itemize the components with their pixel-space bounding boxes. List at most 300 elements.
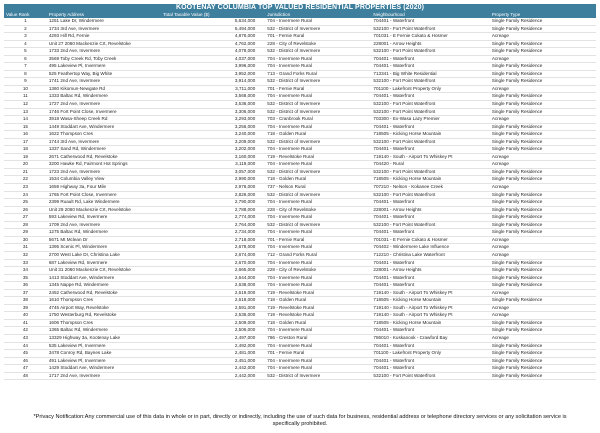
cell-rank: 16 [4,131,47,139]
cell-neighbourhood: 228001 - Arrow Heights [371,40,489,48]
cell-rank: 25 [4,199,47,207]
column-header-address: Property Address [47,12,161,18]
cell-value: 3,240,000 [161,131,265,139]
cell-rank: 11 [4,93,47,101]
cell-rank: 12 [4,101,47,109]
table-row [4,85,596,93]
cell-jurisdiction: 703 - Cranbrook Rural [265,116,371,124]
cell-rank: 39 [4,304,47,312]
table-row [4,146,596,154]
cell-property-type: Acreage [490,236,596,244]
cell-property-type: Single Family Residence [490,350,596,358]
property-report [4,4,596,380]
cell-value: 5,634,000 [161,18,265,25]
cell-neighbourhood: 704401 - Waterfront [371,342,489,350]
table-row [4,40,596,48]
table-row [4,108,596,116]
cell-value: 2,774,000 [161,214,265,222]
cell-neighbourhood: 228001 - Arrow Heights [371,206,489,214]
table-row [4,251,596,259]
table-row [4,221,596,229]
cell-address: 495 Lakeview Pl, Invermere [47,63,161,71]
cell-value: 3,256,000 [161,123,265,131]
cell-rank: 29 [4,229,47,237]
cell-property-type: Acreage [490,33,596,41]
cell-jurisdiction: 719 - Revelstoke Rural [265,289,371,297]
cell-value: 2,497,000 [161,334,265,342]
table-row [4,297,596,305]
cell-rank: 28 [4,221,47,229]
cell-address: 1275 Baltac Rd, Windermere [47,229,161,237]
cell-jurisdiction: 704 - Invermere Rural [265,342,371,350]
cell-neighbourhood: 704401 - Waterfront [371,18,489,25]
cell-neighbourhood: 701031 - E Fernie Cokato & Hosmer [371,33,489,41]
cell-jurisdiction: 719 - Revelstoke Rural [265,312,371,320]
table-row [4,334,596,342]
cell-rank: 31 [4,244,47,252]
cell-address: 1606 Thompson Cres [47,319,161,327]
cell-rank: 23 [4,184,47,192]
cell-property-type: Single Family Residence [490,101,596,109]
cell-property-type: Single Family Residence [490,131,596,139]
cell-value: 2,734,000 [161,229,265,237]
cell-property-type: Single Family Residence [490,297,596,305]
table-row [4,131,596,139]
cell-property-type: Single Family Residence [490,70,596,78]
cell-jurisdiction: 701 - Fernie Rural [265,85,371,93]
table-row [4,312,596,320]
cell-jurisdiction: 704 - Invermere Rural [265,229,371,237]
table-row [4,55,596,63]
table-row [4,236,596,244]
table-row [4,78,596,86]
cell-property-type: Single Family Residence [490,342,596,350]
cell-property-type: Single Family Residence [490,319,596,327]
cell-jurisdiction: 532 - District of Invermere [265,78,371,86]
cell-jurisdiction: 704 - Invermere Rural [265,146,371,154]
cell-property-type: Single Family Residence [490,199,596,207]
cell-value: 3,952,000 [161,70,265,78]
column-header-rank: Value Rank [4,12,47,18]
cell-address: 1750 Westerburg Rd, Revelstoke [47,312,161,320]
cell-neighbourhood: 703300 - Ex-Wasa Lazy Premier [371,116,489,124]
cell-address: Unit 27 2060 Mackenzie Crt, Revelstoke [47,40,161,48]
cell-property-type: Single Family Residence [490,25,596,33]
cell-property-type: Single Family Residence [490,274,596,282]
cell-property-type: Single Family Residence [490,259,596,267]
cell-property-type: Acreage [490,289,596,297]
cell-neighbourhood: 704401 - Waterfront [371,93,489,101]
cell-property-type: Single Family Residence [490,214,596,222]
table-row [4,214,596,222]
cell-address: 1744 3rd Ave, Invermere [47,138,161,146]
cell-neighbourhood: 532100 - Fort Point Waterfront [371,78,489,86]
cell-neighbourhood: 704420 - Rural [371,161,489,169]
cell-rank: 42 [4,327,47,335]
cell-value: 2,442,000 [161,372,265,380]
cell-address: 1413 Stoddart Ave, Windermere [47,274,161,282]
cell-address: 1365 Baltac Rd, Windermere [47,327,161,335]
cell-address: 1610 Thompson Cres [47,297,161,305]
cell-address: 1534 Columbia Valley View [47,176,161,184]
table-row [4,123,596,131]
cell-property-type: Single Family Residence [490,372,596,380]
cell-jurisdiction: 704 - Invermere Rural [265,55,371,63]
cell-jurisdiction: 704 - Invermere Rural [265,365,371,373]
table-row [4,259,596,267]
cell-rank: 4 [4,40,47,48]
table-row [4,63,596,71]
cell-rank: 15 [4,123,47,131]
table-row [4,168,596,176]
cell-property-type: Acreage [490,251,596,259]
cell-jurisdiction: 532 - District of Invermere [265,221,371,229]
cell-value: 3,293,000 [161,116,265,124]
cell-rank: 24 [4,191,47,199]
cell-address: 4745 Airport Way, Revelstoke [47,304,161,312]
cell-rank: 34 [4,267,47,275]
cell-address: 4293 Hill Rd, Fernie [47,33,161,41]
cell-neighbourhood: 532100 - Fort Point Waterfront [371,25,489,33]
table-row [4,184,596,192]
cell-property-type: Acreage [490,161,596,169]
cell-value: 2,591,000 [161,304,265,312]
cell-address: 2399 Ruault Rd, Lake Windermere [47,199,161,207]
cell-value: 2,619,000 [161,289,265,297]
cell-neighbourhood: 532100 - Fort Point Waterfront [371,48,489,56]
cell-jurisdiction: 712 - Grand Forks Rural [265,251,371,259]
cell-property-type: Single Family Residence [490,93,596,101]
cell-jurisdiction: 719 - Revelstoke Rural [265,153,371,161]
cell-neighbourhood: 704401 - Waterfront [371,274,489,282]
cell-neighbourhood: 532100 - Fort Point Waterfront [371,221,489,229]
cell-neighbourhood: 704401 - Waterfront [371,327,489,335]
table-row [4,206,596,214]
cell-property-type: Acreage [490,85,596,93]
cell-property-type: Acreage [490,244,596,252]
cell-rank: 13 [4,108,47,116]
cell-address: 5671 Mt Mclean Dr [47,236,161,244]
cell-property-type: Single Family Residence [490,138,596,146]
cell-neighbourhood: 704402 - Windermere Lake Influence [371,244,489,252]
cell-neighbourhood: 532100 - Fort Point Waterfront [371,108,489,116]
cell-neighbourhood: 228001 - Arrow Heights [371,267,489,275]
cell-jurisdiction: 704 - Invermere Rural [265,357,371,365]
column-header-value: Total Taxable Value ($) [161,12,265,18]
table-row [4,304,596,312]
cell-rank: 30 [4,236,47,244]
cell-rank: 21 [4,168,47,176]
table-row [4,138,596,146]
cell-value: 2,506,000 [161,327,265,335]
cell-value: 3,209,000 [161,138,265,146]
cell-jurisdiction: 713 - Grand Forks Rural [265,70,371,78]
cell-rank: 3 [4,33,47,41]
cell-neighbourhood: 704401 - Waterfront [371,365,489,373]
cell-jurisdiction: 786 - Creston Rural [265,334,371,342]
cell-jurisdiction: 737 - Nelson Rural [265,184,371,192]
cell-address: 1449 Stoddart Ave, Windermere [47,123,161,131]
cell-value: 2,718,000 [161,236,265,244]
cell-jurisdiction: 718 - Golden Rural [265,131,371,139]
cell-jurisdiction: 532 - District of Invermere [265,168,371,176]
cell-address: 1251 Lake Dr, Windermere [47,18,161,25]
privacy-notice: *Privacy Notification:Any commercial use of this data in whole or in part, directly or indirectly, including the use of such data for business, residential address or telephone directory services or any solicitation service is specifically prohibited. [33,414,567,427]
cell-neighbourhood: 532100 - Fort Point Waterfront [371,191,489,199]
properties-table [4,12,596,380]
cell-property-type: Single Family Residence [490,48,596,56]
cell-address: 1337 Sand Rd, Windermere [47,146,161,154]
cell-value: 4,078,000 [161,48,265,56]
cell-value: 2,638,000 [161,282,265,290]
cell-rank: 36 [4,282,47,290]
cell-address: 2452 Catherwood Rd, Revelstoke [47,289,161,297]
cell-rank: 5 [4,48,47,56]
cell-jurisdiction: 704 - Invermere Rural [265,63,371,71]
cell-address: 491 Lakeview Pl, Invermere [47,357,161,365]
cell-value: 2,644,000 [161,274,265,282]
cell-property-type: Acreage [490,312,596,320]
table-row [4,319,596,327]
cell-rank: 10 [4,85,47,93]
cell-value: 2,509,000 [161,319,265,327]
table-row [4,161,596,169]
cell-rank: 48 [4,372,47,380]
cell-address: 2700 West Lake Dr, Christina Lake [47,251,161,259]
cell-neighbourhood: 707210 - Nelson - Kokanee Creek [371,184,489,192]
cell-rank: 1 [4,18,47,25]
cell-jurisdiction: 228 - City of Revelstoke [265,40,371,48]
cell-rank: 6 [4,55,47,63]
cell-value: 2,442,000 [161,365,265,373]
cell-property-type: Acreage [490,116,596,124]
cell-property-type: Single Family Residence [490,146,596,154]
cell-property-type: Single Family Residence [490,229,596,237]
cell-address: 13329 Highway 3a, Kootenay Lake [47,334,161,342]
cell-rank: 46 [4,357,47,365]
cell-rank: 8 [4,70,47,78]
cell-rank: 19 [4,153,47,161]
column-header-property-type: Property Type [490,12,596,18]
cell-neighbourhood: 704401 - Waterfront [371,259,489,267]
cell-neighbourhood: 704401 - Waterfront [371,357,489,365]
cell-value: 3,202,000 [161,146,265,154]
cell-address: 1727 2nd Ave, Invermere [47,101,161,109]
cell-neighbourhood: 719140 - South - Airport To Whiskey Pt [371,312,489,320]
cell-property-type: Single Family Residence [490,40,596,48]
cell-value: 3,914,000 [161,78,265,86]
cell-value: 2,764,000 [161,221,265,229]
table-row [4,274,596,282]
cell-property-type: Single Family Residence [490,191,596,199]
cell-property-type: Single Family Residence [490,267,596,275]
cell-rank: 14 [4,116,47,124]
cell-rank: 26 [4,206,47,214]
cell-rank: 38 [4,297,47,305]
cell-property-type: Single Family Residence [490,123,596,131]
table-row [4,70,596,78]
cell-value: 2,976,000 [161,184,265,192]
cell-rank: 22 [4,176,47,184]
cell-address: 1717 2nd Ave, Invermere [47,372,161,380]
table-row [4,267,596,275]
cell-neighbourhood: 718505 - Kicking Horse Mountain [371,319,489,327]
cell-value: 2,826,000 [161,191,265,199]
column-header-neighbourhood: Neighbourhood [371,12,489,18]
cell-property-type: Single Family Residence [490,176,596,184]
cell-value: 2,670,000 [161,259,265,267]
cell-address: 2671 Catherwood Rd, Revelstoke [47,153,161,161]
cell-value: 3,057,000 [161,168,265,176]
cell-property-type: Acreage [490,55,596,63]
cell-address: 1746 Fort Point Close, Invermere [47,108,161,116]
cell-value: 2,674,000 [161,251,265,259]
cell-rank: 44 [4,342,47,350]
table-row [4,372,596,380]
cell-address: 1345 Nappe Rd, Windermere [47,282,161,290]
cell-neighbourhood: 719140 - South - Airport To Whiskey Pt [371,289,489,297]
cell-address: 1659 Highway 3a, Four Mile [47,184,161,192]
cell-jurisdiction: 532 - District of Invermere [265,48,371,56]
cell-neighbourhood: 704401 - Waterfront [371,282,489,290]
cell-property-type: Acreage [490,334,596,342]
cell-property-type: Single Family Residence [490,108,596,116]
cell-neighbourhood: 701031 - E Fernie Cokato & Hosmer [371,236,489,244]
cell-rank: 40 [4,312,47,320]
cell-property-type: Single Family Residence [490,78,596,86]
cell-neighbourhood: 701100 - Lakefront Property Only [371,85,489,93]
cell-neighbourhood: 704401 - Waterfront [371,123,489,131]
cell-value: 2,451,000 [161,357,265,365]
column-header-jurisdiction: Jurisdiction [265,12,371,18]
cell-rank: 37 [4,289,47,297]
cell-rank: 2 [4,25,47,33]
cell-jurisdiction: 701 - Fernie Rural [265,33,371,41]
cell-jurisdiction: 704 - Invermere Rural [265,199,371,207]
cell-address: 1741 2nd Ave, Invermere [47,78,161,86]
cell-rank: 45 [4,350,47,358]
cell-rank: 41 [4,319,47,327]
cell-value: 3,306,000 [161,108,265,116]
cell-neighbourhood: 718505 - Kicking Horse Mountain [371,176,489,184]
cell-property-type: Single Family Residence [490,282,596,290]
cell-rank: 33 [4,259,47,267]
cell-value: 2,990,000 [161,176,265,184]
cell-property-type: Acreage [490,184,596,192]
cell-value: 2,678,000 [161,244,265,252]
table-row [4,342,596,350]
cell-address: 1765 Fort Point Close, Invermere [47,191,161,199]
cell-rank: 7 [4,63,47,71]
table-row [4,365,596,373]
table-row [4,33,596,41]
cell-jurisdiction: 704 - Invermere Rural [265,282,371,290]
cell-neighbourhood: 532100 - Fort Point Waterfront [371,372,489,380]
cell-jurisdiction: 718 - Golden Rural [265,176,371,184]
cell-property-type: Single Family Residence [490,206,596,214]
cell-rank: 32 [4,251,47,259]
cell-rank: 47 [4,365,47,373]
cell-address: 525 Feathertop Way, Big White [47,70,161,78]
cell-neighbourhood: 719140 - South - Airport To Whiskey Pt [371,153,489,161]
cell-neighbourhood: 532100 - Fort Point Waterfront [371,101,489,109]
cell-address: 593 Lakeview Rd, Invermere [47,214,161,222]
table-row [4,153,596,161]
cell-jurisdiction: 532 - District of Invermere [265,25,371,33]
cell-address: 3569 Toby Creek Rd, Toby Creek [47,55,161,63]
cell-address: 1709 2nd Ave, Invermere [47,221,161,229]
table-row [4,101,596,109]
cell-jurisdiction: 704 - Invermere Rural [265,161,371,169]
cell-value: 4,762,000 [161,40,265,48]
cell-address: 1360 Kikomun-Newgate Rd [47,85,161,93]
cell-jurisdiction: 704 - Invermere Rural [265,244,371,252]
cell-jurisdiction: 704 - Invermere Rural [265,123,371,131]
table-row [4,176,596,184]
cell-property-type: Single Family Residence [490,168,596,176]
cell-property-type: Single Family Residence [490,221,596,229]
cell-jurisdiction: 704 - Invermere Rural [265,274,371,282]
cell-jurisdiction: 532 - District of Invermere [265,138,371,146]
cell-jurisdiction: 704 - Invermere Rural [265,93,371,101]
table-row [4,199,596,207]
cell-value: 2,536,000 [161,312,265,320]
cell-jurisdiction: 704 - Invermere Rural [265,214,371,222]
table-row [4,48,596,56]
cell-jurisdiction: 532 - District of Invermere [265,191,371,199]
cell-property-type: Acreage [490,153,596,161]
cell-value: 2,790,000 [161,199,265,207]
cell-jurisdiction: 718 - Golden Rural [265,297,371,305]
cell-address: 1734 3rd Ave, Invermere [47,25,161,33]
cell-value: 2,481,000 [161,350,265,358]
cell-value: 4,876,000 [161,33,265,41]
cell-value: 3,160,000 [161,153,265,161]
cell-address: Unit 29 2060 Mackenzie Crt, Revelstoke [47,206,161,214]
cell-address: 1723 2nd Ave, Invermere [47,168,161,176]
table-row [4,357,596,365]
cell-neighbourhood: 719140 - South - Airport To Whiskey Pt [371,304,489,312]
cell-rank: 9 [4,78,47,86]
cell-jurisdiction: 719 - Revelstoke Rural [265,304,371,312]
cell-value: 2,788,000 [161,206,265,214]
table-row [4,289,596,297]
cell-address: 1395 Scenic Pl, Windermere [47,244,161,252]
cell-value: 3,711,000 [161,85,265,93]
cell-value: 2,492,000 [161,342,265,350]
cell-property-type: Single Family Residence [490,63,596,71]
cell-jurisdiction: 704 - Invermere Rural [265,259,371,267]
cell-neighbourhood: 704401 - Waterfront [371,229,489,237]
cell-address: 3200 Hawke Rd, Fairmont Hot Springs [47,161,161,169]
table-row [4,244,596,252]
table-row [4,116,596,124]
cell-neighbourhood: 532100 - Fort Point Waterfront [371,168,489,176]
cell-jurisdiction: 228 - City of Revelstoke [265,267,371,275]
cell-property-type: Single Family Residence [490,365,596,373]
cell-jurisdiction: 704 - Invermere Rural [265,327,371,335]
table-row [4,191,596,199]
cell-neighbourhood: 712210 - Christina Lake Waterfront [371,251,489,259]
cell-neighbourhood: 704401 - Waterfront [371,55,489,63]
cell-neighbourhood: 532100 - Fort Point Waterfront [371,138,489,146]
cell-rank: 17 [4,138,47,146]
cell-rank: 27 [4,214,47,222]
cell-neighbourhood: 701100 - Lakefront Property Only [371,350,489,358]
cell-value: 3,536,000 [161,101,265,109]
table-row [4,25,596,33]
cell-address: 1429 Stoddart Ave, Windermere [47,365,161,373]
